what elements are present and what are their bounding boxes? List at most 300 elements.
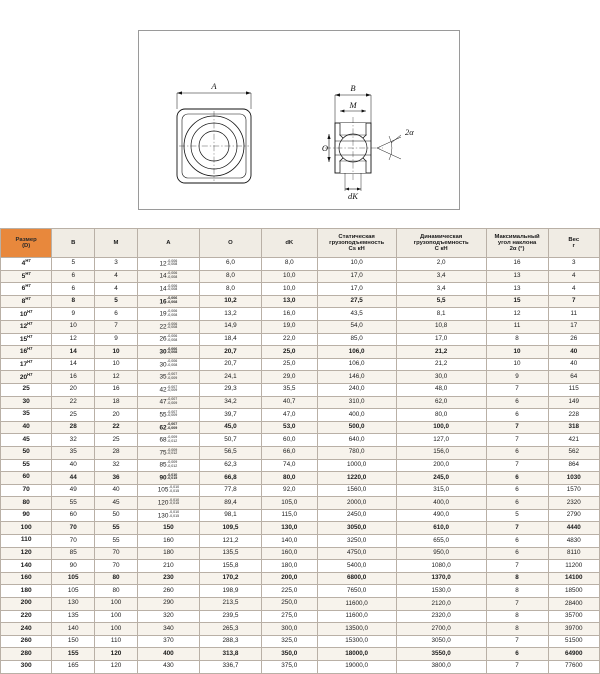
- cell-m: 32: [95, 459, 138, 472]
- cell-max-angle: 8: [486, 572, 548, 585]
- cell-max-angle: 6: [486, 396, 548, 409]
- table-row: [1, 648, 600, 661]
- cell-static-load: 146,0: [317, 371, 396, 384]
- cell-dk: 140,0: [261, 535, 317, 548]
- cell-dynamic-load: 8,1: [396, 308, 486, 321]
- cell-a: 35 -0,007 -0,009: [137, 371, 199, 384]
- cell-static-load: 15300,0: [317, 635, 396, 648]
- cell-static-load: 4750,0: [317, 547, 396, 560]
- cell-m: 55: [95, 522, 138, 535]
- cell-size-tolerance: H7: [25, 270, 31, 276]
- cell-o: 56,5: [199, 446, 261, 459]
- cell-dynamic-load: 5,5: [396, 295, 486, 308]
- cell-size: 110: [1, 535, 52, 548]
- cell-weight: 77600: [548, 661, 599, 674]
- dimension-o: [322, 134, 331, 162]
- cell-static-load: 17,0: [317, 283, 396, 296]
- table-row: [1, 623, 600, 636]
- cell-size-tolerance: H7: [27, 346, 33, 352]
- cell-weight: 11: [548, 308, 599, 321]
- cell-o: 13,2: [199, 308, 261, 321]
- cell-dk: 10,0: [261, 270, 317, 283]
- cell-weight: 4440: [548, 522, 599, 535]
- cell-size: 200: [1, 598, 52, 611]
- cell-max-angle: 16: [486, 258, 548, 271]
- cell-b: 12: [52, 333, 95, 346]
- cell-o: 8,0: [199, 270, 261, 283]
- cell-weight: 35700: [548, 610, 599, 623]
- cell-static-load: 500,0: [317, 421, 396, 434]
- cell-a-tolerance: -0,007 -0,009: [167, 409, 178, 418]
- cell-b: 150: [52, 635, 95, 648]
- cell-size-tolerance: H7: [25, 296, 31, 302]
- cell-a-tolerance: -0,006 -0,008: [167, 334, 178, 342]
- cell-size: 180: [1, 585, 52, 598]
- cell-max-angle: 8: [486, 585, 548, 598]
- cell-b: 155: [52, 648, 95, 661]
- table-row: [1, 421, 600, 434]
- cell-size-tolerance: H7: [27, 358, 33, 364]
- cell-max-angle: 13: [486, 270, 548, 283]
- cell-m: 80: [95, 572, 138, 585]
- cell-b: 49: [52, 484, 95, 497]
- cell-size-tolerance: H7: [27, 321, 33, 327]
- cell-max-angle: 7: [486, 661, 548, 674]
- cell-max-angle: 6: [486, 547, 548, 560]
- header-size: [1, 229, 52, 258]
- cell-o: 8,0: [199, 283, 261, 296]
- cell-a-tolerance: -0,010 -0,015: [167, 472, 178, 481]
- cell-dynamic-load: 2700,0: [396, 623, 486, 636]
- cell-dk: 225,0: [261, 585, 317, 598]
- cell-size: 50: [1, 446, 52, 459]
- cell-a-tolerance: -0,006 -0,008: [167, 346, 178, 355]
- cell-max-angle: 12: [486, 308, 548, 321]
- cell-a: 47 -0,007 -0,009: [137, 396, 199, 409]
- cell-dynamic-load: 950,0: [396, 547, 486, 560]
- cell-static-load: 5400,0: [317, 560, 396, 573]
- cell-a: 430: [137, 661, 199, 674]
- cell-b: 44: [52, 472, 95, 485]
- cell-max-angle: 6: [486, 409, 548, 422]
- cell-dynamic-load: 80,0: [396, 409, 486, 422]
- cell-dk: 8,0: [261, 258, 317, 271]
- cell-o: 77,8: [199, 484, 261, 497]
- cell-size: 100: [1, 522, 52, 535]
- cell-weight: 64: [548, 371, 599, 384]
- cell-dynamic-load: 156,0: [396, 446, 486, 459]
- cell-static-load: 10,0: [317, 258, 396, 271]
- cell-b: 90: [52, 560, 95, 573]
- header-dynamic-load-line3: C кН: [434, 246, 448, 253]
- cell-static-load: 11600,0: [317, 598, 396, 611]
- cell-o: 14,9: [199, 320, 261, 333]
- cell-weight: 17: [548, 320, 599, 333]
- cell-a-tolerance: -0,006 -0,008: [167, 308, 178, 317]
- cell-a: 130 -0,010 -0,015: [137, 509, 199, 522]
- angle-label: 2α: [405, 127, 414, 137]
- cell-weight: 51500: [548, 635, 599, 648]
- cell-b: 70: [52, 535, 95, 548]
- table-row: [1, 346, 600, 359]
- cell-m: 70: [95, 547, 138, 560]
- cell-dk: 74,0: [261, 459, 317, 472]
- header-static-load-line1: Статическая: [338, 233, 375, 240]
- cell-static-load: 3050,0: [317, 522, 396, 535]
- cell-dk: 275,0: [261, 610, 317, 623]
- cell-dynamic-load: 127,0: [396, 434, 486, 447]
- header-max-angle: [486, 229, 548, 258]
- cell-m: 4: [95, 270, 138, 283]
- cell-size: 160: [1, 572, 52, 585]
- header-m: M: [95, 229, 138, 258]
- cell-a-tolerance: -0,009 -0,012: [167, 460, 178, 468]
- table-row: [1, 598, 600, 611]
- cell-weight: 40: [548, 358, 599, 371]
- cell-weight: 864: [548, 459, 599, 472]
- cell-o: 34,2: [199, 396, 261, 409]
- table-row: [1, 585, 600, 598]
- cell-b: 55: [52, 497, 95, 510]
- cell-max-angle: 8: [486, 610, 548, 623]
- cell-m: 120: [95, 648, 138, 661]
- cell-dk: 250,0: [261, 598, 317, 611]
- cell-b: 28: [52, 421, 95, 434]
- cell-a: 85 -0,009 -0,012: [137, 459, 199, 472]
- table-row: [1, 484, 600, 497]
- header-max-angle-line3: 2α (°): [509, 246, 525, 253]
- cell-max-angle: 7: [486, 459, 548, 472]
- cell-dk: 22,0: [261, 333, 317, 346]
- cell-static-load: 400,0: [317, 409, 396, 422]
- cell-dk: 325,0: [261, 635, 317, 648]
- cell-m: 6: [95, 308, 138, 321]
- cell-a: 290: [137, 598, 199, 611]
- cell-o: 6,0: [199, 258, 261, 271]
- cell-weight: 4: [548, 283, 599, 296]
- cell-static-load: 27,5: [317, 295, 396, 308]
- cell-b: 20: [52, 383, 95, 396]
- cell-dk: 375,0: [261, 661, 317, 674]
- cell-o: 198,9: [199, 585, 261, 598]
- cell-static-load: 240,0: [317, 383, 396, 396]
- cell-dynamic-load: 3,4: [396, 283, 486, 296]
- cell-max-angle: 6: [486, 535, 548, 548]
- cell-size: 300: [1, 661, 52, 674]
- right-view-section: [325, 117, 383, 181]
- cell-dk: 29,0: [261, 371, 317, 384]
- cell-m: 55: [95, 535, 138, 548]
- cell-dk: 53,0: [261, 421, 317, 434]
- cell-size: 60: [1, 472, 52, 485]
- cell-max-angle: 8: [486, 623, 548, 636]
- header-static-load-line3: Cs кН: [348, 246, 365, 253]
- left-view-body: [177, 109, 251, 183]
- table-row: [1, 560, 600, 573]
- cell-a: 16 -0,006 -0,008: [137, 295, 199, 308]
- cell-dk: 200,0: [261, 572, 317, 585]
- cell-a: 105 -0,010 -0,015: [137, 484, 199, 497]
- cell-max-angle: 8: [486, 333, 548, 346]
- cell-static-load: 54,0: [317, 320, 396, 333]
- header-size-line2: (D): [22, 243, 31, 249]
- cell-o: 336,7: [199, 661, 261, 674]
- cell-weight: 421: [548, 434, 599, 447]
- cell-weight: 26: [548, 333, 599, 346]
- cell-m: 18: [95, 396, 138, 409]
- table-row: [1, 295, 600, 308]
- table-row: [1, 270, 600, 283]
- cell-a: 22 -0,006 -0,008: [137, 320, 199, 333]
- cell-weight: 4830: [548, 535, 599, 548]
- cell-weight: 4: [548, 270, 599, 283]
- cell-dk: 16,0: [261, 308, 317, 321]
- table-row: [1, 434, 600, 447]
- cell-weight: 14100: [548, 572, 599, 585]
- cell-o: 29,3: [199, 383, 261, 396]
- cell-static-load: 11600,0: [317, 610, 396, 623]
- cell-max-angle: 15: [486, 295, 548, 308]
- cell-weight: 7: [548, 295, 599, 308]
- angle-annotation: [377, 127, 414, 160]
- cell-max-angle: 5: [486, 509, 548, 522]
- cell-static-load: 310,0: [317, 396, 396, 409]
- cell-dk: 80,0: [261, 472, 317, 485]
- cell-o: 89,4: [199, 497, 261, 510]
- cell-a-tolerance: -0,010 -0,015: [168, 485, 180, 493]
- cell-o: 45,0: [199, 421, 261, 434]
- cell-dynamic-load: 2120,0: [396, 598, 486, 611]
- cell-dynamic-load: 3,4: [396, 270, 486, 283]
- cell-a: 260: [137, 585, 199, 598]
- cell-static-load: 106,0: [317, 346, 396, 359]
- cell-dynamic-load: 610,0: [396, 522, 486, 535]
- table-row: [1, 333, 600, 346]
- table-row: [1, 308, 600, 321]
- cell-max-angle: 10: [486, 346, 548, 359]
- cell-max-angle: 11: [486, 320, 548, 333]
- cell-a-tolerance: -0,009 -0,012: [167, 447, 178, 456]
- cell-dk: 160,0: [261, 547, 317, 560]
- cell-size: 260: [1, 635, 52, 648]
- cell-size: 280: [1, 648, 52, 661]
- cell-size: 90: [1, 509, 52, 522]
- header-dynamic-load: [396, 229, 486, 258]
- cell-a: 340: [137, 623, 199, 636]
- cell-a: 180: [137, 547, 199, 560]
- cell-o: 24,1: [199, 371, 261, 384]
- cell-dk: 13,0: [261, 295, 317, 308]
- cell-size: 240: [1, 623, 52, 636]
- cell-max-angle: 10: [486, 358, 548, 371]
- dimension-dk-label: dK: [348, 191, 358, 201]
- spec-table-wrap: [0, 228, 600, 674]
- cell-o: 313,8: [199, 648, 261, 661]
- cell-b: 8: [52, 295, 95, 308]
- cell-a-tolerance: -0,006 -0,008: [167, 296, 178, 304]
- cell-m: 10: [95, 358, 138, 371]
- cell-b: 60: [52, 509, 95, 522]
- header-b: B: [52, 229, 95, 258]
- cell-m: 7: [95, 320, 138, 333]
- table-row: [1, 396, 600, 409]
- cell-static-load: 1000,0: [317, 459, 396, 472]
- cell-b: 140: [52, 623, 95, 636]
- cell-a: 42 -0,007 -0,009: [137, 383, 199, 396]
- dimension-m: [340, 100, 366, 113]
- cell-a-tolerance: -0,009 -0,012: [167, 434, 178, 443]
- cell-dynamic-load: 21,2: [396, 358, 486, 371]
- cell-a: 68 -0,009 -0,012: [137, 434, 199, 447]
- cell-dk: 130,0: [261, 522, 317, 535]
- header-static-load: [317, 229, 396, 258]
- table-row: [1, 472, 600, 485]
- cell-a: 12 -0,006 -0,008: [137, 258, 199, 271]
- table-row: [1, 258, 600, 271]
- cell-m: 50: [95, 509, 138, 522]
- cell-a: 370: [137, 635, 199, 648]
- cell-m: 3: [95, 258, 138, 271]
- cell-static-load: 2450,0: [317, 509, 396, 522]
- cell-a: 210: [137, 560, 199, 573]
- cell-o: 135,5: [199, 547, 261, 560]
- cell-o: 213,5: [199, 598, 261, 611]
- cell-dynamic-load: 490,0: [396, 509, 486, 522]
- dimension-a: [177, 81, 251, 109]
- cell-o: 121,2: [199, 535, 261, 548]
- cell-b: 10: [52, 320, 95, 333]
- cell-o: 39,7: [199, 409, 261, 422]
- cell-max-angle: 9: [486, 371, 548, 384]
- cell-dynamic-load: 400,0: [396, 497, 486, 510]
- cell-m: 70: [95, 560, 138, 573]
- cell-static-load: 1220,0: [317, 472, 396, 485]
- cell-static-load: 106,0: [317, 358, 396, 371]
- cell-size: $8^{H7}$: [1, 295, 52, 308]
- cell-a: 150: [137, 522, 199, 535]
- header-static-load-line2: грузоподъемность: [329, 239, 385, 246]
- cell-dynamic-load: 1530,0: [396, 585, 486, 598]
- cell-a: 30 -0,006 -0,008: [137, 358, 199, 371]
- cell-b: 6: [52, 283, 95, 296]
- cell-dk: 105,0: [261, 497, 317, 510]
- cell-b: 105: [52, 572, 95, 585]
- cell-b: 16: [52, 371, 95, 384]
- cell-m: 5: [95, 295, 138, 308]
- cell-b: 165: [52, 661, 95, 674]
- cell-weight: 2790: [548, 509, 599, 522]
- cell-dynamic-load: 10,8: [396, 320, 486, 333]
- cell-b: 32: [52, 434, 95, 447]
- table-row: [1, 371, 600, 384]
- cell-size: $6^{H7}$: [1, 283, 52, 296]
- cell-a-tolerance: -0,007 -0,009: [167, 422, 178, 430]
- table-row: [1, 661, 600, 674]
- cell-a-tolerance: -0,006 -0,008: [167, 258, 178, 267]
- table-row: [1, 320, 600, 333]
- cell-o: 170,2: [199, 572, 261, 585]
- dimension-b-label: B: [350, 83, 356, 93]
- cell-b: 5: [52, 258, 95, 271]
- cell-dk: 19,0: [261, 320, 317, 333]
- table-header-row: [1, 229, 600, 258]
- cell-a: 75 -0,009 -0,012: [137, 446, 199, 459]
- cell-o: 18,4: [199, 333, 261, 346]
- cell-dynamic-load: 2,0: [396, 258, 486, 271]
- cell-weight: 228: [548, 409, 599, 422]
- cell-dk: 350,0: [261, 648, 317, 661]
- cell-m: 22: [95, 421, 138, 434]
- table-row: [1, 459, 600, 472]
- cell-o: 62,3: [199, 459, 261, 472]
- cell-size: $5^{H7}$: [1, 270, 52, 283]
- cell-dynamic-load: 3550,0: [396, 648, 486, 661]
- cell-weight: 3: [548, 258, 599, 271]
- table-row: [1, 383, 600, 396]
- cell-m: 100: [95, 623, 138, 636]
- cell-max-angle: 6: [486, 472, 548, 485]
- cell-weight: 64900: [548, 648, 599, 661]
- cell-max-angle: 7: [486, 598, 548, 611]
- cell-static-load: 13500,0: [317, 623, 396, 636]
- cell-dynamic-load: 48,0: [396, 383, 486, 396]
- header-max-angle-line1: Максимальный: [494, 233, 540, 240]
- cell-a-tolerance: -0,010 -0,015: [168, 497, 180, 506]
- cell-a-tolerance: -0,006 -0,008: [167, 283, 178, 292]
- cell-static-load: 19000,0: [317, 661, 396, 674]
- cell-a: 14 -0,006 -0,008: [137, 283, 199, 296]
- header-size-line1: Размер: [15, 236, 37, 243]
- header-dynamic-load-line1: Динамическая: [420, 233, 463, 240]
- table-row: [1, 572, 600, 585]
- cell-a: 400: [137, 648, 199, 661]
- cell-o: 50,7: [199, 434, 261, 447]
- dimension-o-label: O: [321, 143, 329, 153]
- cell-a: 120 -0,010 -0,015: [137, 497, 199, 510]
- cell-a: 26 -0,006 -0,008: [137, 333, 199, 346]
- cell-m: 25: [95, 434, 138, 447]
- cell-size: 140: [1, 560, 52, 573]
- cell-b: 130: [52, 598, 95, 611]
- table-row: [1, 522, 600, 535]
- cell-a: 19 -0,006 -0,008: [137, 308, 199, 321]
- table-row: [1, 446, 600, 459]
- cell-static-load: 2000,0: [317, 497, 396, 510]
- header-weight-line1: Вес: [568, 236, 580, 243]
- cell-b: 105: [52, 585, 95, 598]
- cell-size-tolerance: H7: [25, 258, 31, 264]
- cell-size: $10^{H7}$: [1, 308, 52, 321]
- cell-size: 70: [1, 484, 52, 497]
- cell-a-tolerance: -0,010 -0,015: [168, 510, 180, 519]
- cell-a: 14 -0,006 -0,008: [137, 270, 199, 283]
- cell-o: 20,7: [199, 346, 261, 359]
- cell-max-angle: 7: [486, 383, 548, 396]
- cell-a-tolerance: -0,007 -0,009: [167, 397, 178, 405]
- cell-a: 160: [137, 535, 199, 548]
- cell-o: 239,5: [199, 610, 261, 623]
- cell-m: 80: [95, 585, 138, 598]
- cell-b: 9: [52, 308, 95, 321]
- header-a: A: [137, 229, 199, 258]
- cell-weight: 562: [548, 446, 599, 459]
- cell-b: 22: [52, 396, 95, 409]
- cell-static-load: 640,0: [317, 434, 396, 447]
- cell-a-tolerance: -0,006 -0,008: [167, 359, 178, 367]
- cell-m: 28: [95, 446, 138, 459]
- cell-o: 288,3: [199, 635, 261, 648]
- cell-static-load: 7650,0: [317, 585, 396, 598]
